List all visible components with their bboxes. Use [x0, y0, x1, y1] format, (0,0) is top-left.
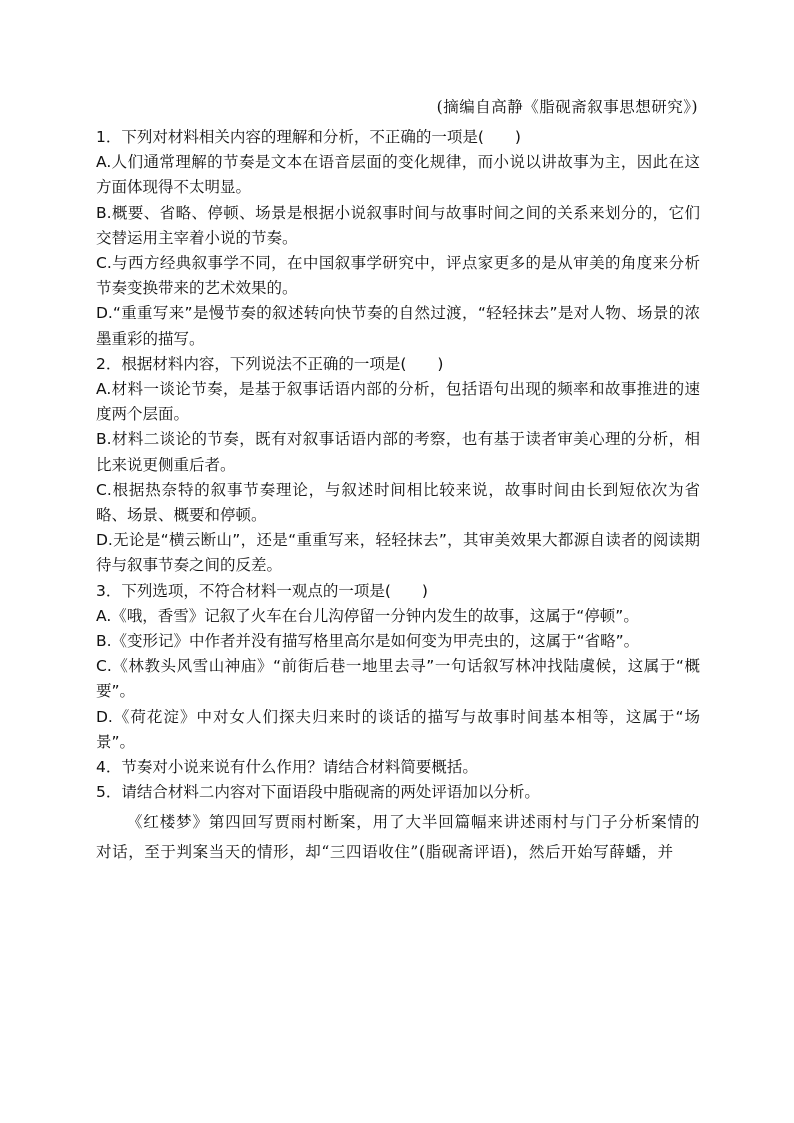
- question-1: [96, 125, 700, 352]
- question-4: [96, 755, 700, 780]
- question-3: [96, 579, 700, 755]
- question-stem: 4．节奏对小说来说有什么作用？请结合材料简要概括。: [96, 758, 478, 777]
- option-c: C.与西方经典叙事学不同，在中国叙事学研究中，评点家更多的是从审美的角度来分析节奏变换带来的艺术效果的。: [96, 254, 700, 298]
- option-a: A.材料一谈论节奏，是基于叙事话语内部的分析，包括语句出现的频率和故事推进的速度两个层面。: [96, 380, 700, 424]
- question-stem: 1．下列对材料相关内容的理解和分析，不正确的一项是( ): [96, 128, 521, 146]
- option-d: D.无论是“横云断山”，还是“重重写来，轻轻抹去”，其审美效果大都源自读者的阅读期待与叙事节奏之间的反差。: [96, 531, 700, 575]
- option-c: C.《林教头风雪山神庙》“前街后巷一地里去寻”一句话叙写林冲找陆虞候，这属于“概要”。: [96, 657, 700, 701]
- source-citation: (摘编自高静《脂砚斋叙事思想研究》): [436, 98, 698, 116]
- question-2: [96, 352, 700, 579]
- option-a: A.人们通常理解的节奏是文本在语音层面的变化规律，而小说以讲故事为主，因此在这方面体现得不太明显。: [96, 153, 700, 197]
- option-d: D.《荷花淀》中对女人们探夫归来时的谈话的描写与故事时间基本相等，这属于“场景”。: [96, 707, 700, 751]
- quoted-passage: 《红楼梦》第四回写贾雨村断案，用了大半回篇幅来讲述雨村与门子分析案情的对话，至于判案当天的情形，却“三四语收住”(脂砚斋评语)，然后开始写薛蟠，并: [96, 813, 700, 862]
- option-b: B.概要、省略、停顿、场景是根据小说叙事时间与故事时间之间的关系来划分的，它们交替运用主宰着小说的节奏。: [96, 203, 700, 247]
- option-a: A.《哦，香雪》记叙了火车在台儿沟停留一分钟内发生的故事，这属于“停顿”。: [96, 606, 639, 625]
- question-5: [96, 780, 700, 805]
- question-stem: 2．根据材料内容，下列说法不正确的一项是( ): [96, 354, 444, 373]
- question-stem: 3．下列选项，不符合材料一观点的一项是( ): [96, 581, 428, 600]
- option-b: B.《变形记》中作者并没有描写格里高尔是如何变为甲壳虫的，这属于“省略”。: [96, 632, 640, 651]
- option-c: C.根据热奈特的叙事节奏理论，与叙述时间相比较来说，故事时间由长到短依次为省略、场景、概要和停顿。: [96, 480, 700, 525]
- question-stem: 5．请结合材料二内容对下面语段中脂砚斋的两处评语加以分析。: [96, 783, 540, 802]
- question-list: [96, 125, 700, 867]
- option-d: D.“重重写来”是慢节奏的叙述转向快节奏的自然过渡，“轻轻抹去”是对人物、场景的浓墨重彩的描写。: [96, 304, 700, 348]
- option-b: B.材料二谈论的节奏，既有对叙事话语内部的考察，也有基于读者审美心理的分析，相比来说更侧重后者。: [96, 430, 700, 474]
